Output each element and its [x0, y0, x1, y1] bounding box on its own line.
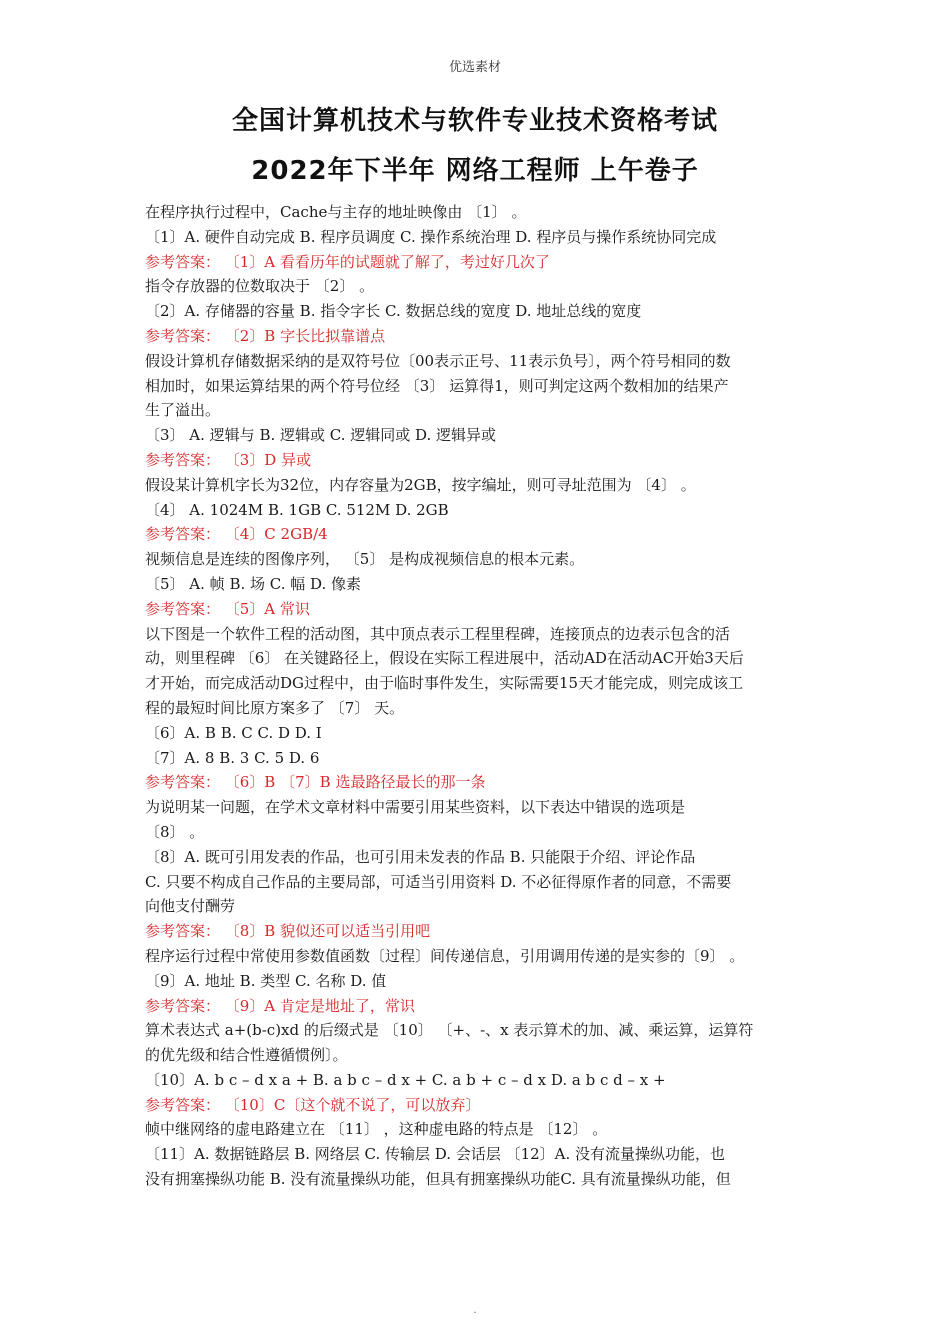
text-line: 程的最短时间比原方案多了 〔7〕 天。 [145, 698, 405, 717]
answer-line: 参考答案： 〔4〕C 2GB/4 [145, 525, 328, 544]
text-line: 生了溢出。 [145, 401, 221, 420]
text-line: 〔10〕A. b c – d x a + B. a b c – d x + C. a b + c – d x D. a b c d – x + [145, 1070, 666, 1089]
text-line: 帧中继网络的虚电路建立在 〔11〕 ，这种虚电路的特点是 〔12〕 。 [145, 1120, 608, 1139]
document-title: 全国计算机技术与软件专业技术资格考试 [231, 106, 718, 136]
text-line: 〔11〕A. 数据链路层 B. 网络层 C. 传输层 D. 会话层 〔12〕A. 没有流量操纵功能，也 [145, 1145, 726, 1164]
text-line: C. 只要不构成自己作品的主要局部，可适当引用资料 D. 不必征得原作者的同意，不需要 [145, 872, 732, 891]
page-footer: . [473, 1305, 477, 1316]
text-line: 〔1〕A. 硬件自动完成 B. 程序员调度 C. 操作系统治理 D. 程序员与操作系统协同完成 [145, 227, 717, 246]
answer-line: 参考答案： 〔10〕C〔这个就不说了，可以放弃〕 [145, 1095, 481, 1114]
text-line: 指令存放器的位数取决于 〔2〕 。 [145, 277, 375, 296]
text-line: 假设计算机存储数据采纳的是双符号位〔00表示正号、11表示负号〕，两个符号相同的数 [145, 351, 731, 370]
text-line: 〔8〕A. 既可引用发表的作品，也可引用未发表的作品 B. 只能限于介绍、评论作品 [145, 847, 696, 866]
text-line: 相加时，如果运算结果的两个符号位经 〔3〕 运算得1，则可判定这两个数相加的结果产 [145, 376, 729, 395]
text-line: 没有拥塞操纵功能 B. 没有流量操纵功能，但具有拥塞操纵功能C. 具有流量操纵功能，但 [145, 1170, 731, 1189]
text-line: 为说明某一问题，在学术文章材料中需要引用某些资料，以下表达中错误的选项是 [145, 798, 686, 817]
text-line: 程序运行过程中常使用参数值函数〔过程〕间传递信息，引用调用传递的是实参的〔9〕 。 [145, 946, 745, 965]
text-line: 〔9〕A. 地址 B. 类型 C. 名称 D. 值 [145, 971, 387, 990]
text-line: 〔4〕 A. 1024M B. 1GB C. 512M D. 2GB [145, 500, 449, 519]
text-line: 的优先级和结合性遵循惯例〕。 [145, 1046, 348, 1065]
text-line: 〔8〕 。 [145, 822, 205, 841]
text-line: 在程序执行过程中，Cache与主存的地址映像由 〔1〕 。 [145, 203, 527, 221]
text-line: 算术表达式 a+(b-c)xd 的后缀式是 〔10〕 〔+、-、x 表示算术的加、减、乘运算，运算符 [145, 1021, 754, 1040]
answer-line: 参考答案： 〔8〕B 貌似还可以适当引用吧 [145, 922, 431, 941]
text-line: 〔6〕A. B B. C C. D D. I [145, 723, 322, 742]
answer-line: 参考答案： 〔3〕D 异或 [145, 450, 312, 469]
document-subtitle: 2022年下半年 网络工程师 上午卷子 [251, 156, 699, 186]
text-line: 〔3〕 A. 逻辑与 B. 逻辑或 C. 逻辑同或 D. 逻辑异或 [145, 426, 497, 445]
document-body [145, 200, 813, 1192]
text-line: 〔7〕A. 8 B. 3 C. 5 D. 6 [145, 748, 320, 767]
answer-line: 参考答案： 〔5〕A 常识 [145, 599, 310, 618]
answer-line: 参考答案： 〔9〕A 肯定是地址了，常识 [145, 996, 415, 1015]
page-header: 优选素材 [448, 60, 501, 75]
answer-line: 参考答案： 〔1〕A 看看历年的试题就了解了，考过好几次了 [145, 252, 550, 271]
text-line: 假设某计算机字长为32位，内存容量为2GB，按字编址，则可寻址范围为 〔4〕 。 [145, 475, 696, 494]
text-line: 以下图是一个软件工程的活动图，其中顶点表示工程里程碑，连接顶点的边表示包含的活 [145, 624, 731, 643]
text-line: 动，则里程碑 〔6〕 在关键路径上，假设在实际工程进展中，活动AD在活动AC开始3天后 [145, 649, 744, 668]
text-line: 视频信息是连续的图像序列， 〔5〕 是构成视频信息的根本元素。 [145, 550, 585, 569]
text-line: 〔5〕 A. 帧 B. 场 C. 幅 D. 像素 [145, 574, 362, 593]
text-line: 才开始，而完成活动DG过程中，由于临时事件发生，实际需要15天才能完成，则完成该工 [145, 674, 744, 693]
text-line: 〔2〕A. 存储器的容量 B. 指令字长 C. 数据总线的宽度 D. 地址总线的宽度 [145, 302, 642, 321]
answer-line: 参考答案： 〔2〕B 字长比拟靠谱点 [145, 326, 386, 345]
text-line: 向他支付酬劳 [145, 897, 236, 916]
answer-line: 参考答案： 〔6〕B 〔7〕B 选最路径最长的那一条 [145, 773, 486, 792]
